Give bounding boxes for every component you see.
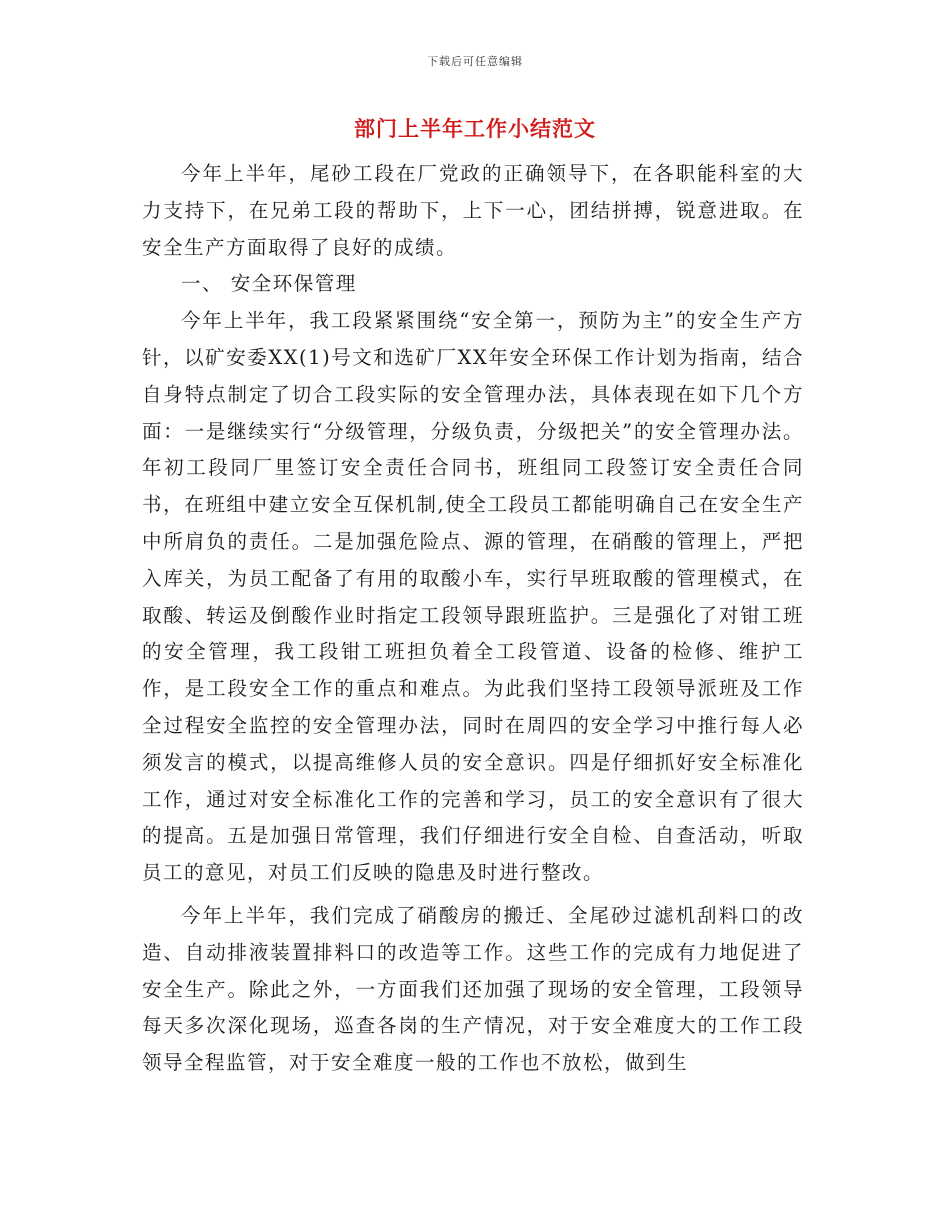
paragraph-achievements: 今年上半年，我们完成了硝酸房的搬迁、全尾砂过滤机刮料口的改造、自动排液装置排料口的改造等工作。这些工作的完成有力地促进了安全生产。除此之外，一方面我们还加强了现场的安全管理，工段领导每天多次深化现场，巡查各岗的生产情况，对于安全难度大的工作工段领导全程监管，对于安全难度一般的工作也不放松，做到生 bbox=[142, 903, 804, 1075]
document-body bbox=[142, 156, 804, 1082]
section-heading-safety: 一、 安全环保管理 bbox=[181, 272, 357, 296]
document-title: 部门上半年工作小结范文 bbox=[354, 116, 596, 141]
paragraph-intro: 今年上半年，尾砂工段在厂党政的正确领导下，在各职能科室的大力支持下，在兄弟工段的帮助下，上下一心，团结拼搏，锐意进取。在安全生产方面取得了良好的成绩。 bbox=[142, 162, 804, 259]
header-note: 下载后可任意编辑 bbox=[427, 55, 523, 68]
paragraph-safety-management: 今年上半年，我工段紧紧围绕“安全第一，预防为主”的安全生产方针，以矿安委XX(1)号文和选矿厂XX年安全环保工作计划为指南，结合自身特点制定了切合工段实际的安全管理办法，具体表现在如下几个方面：一是继续实行“分级管理，分级负责，分级把关”的安全管理办法。年初工段同厂里签订安全责任合同书，班组同工段签订安全责任合同书，在班组中建立安全互保机制,使全工段员工都能明确自己在安全生产中所肩负的责任。二是加强危险点、源的管理，在硝酸的管理上，严把入库关，为员工配备了有用的取酸小车，实行早班取酸的管理模式，在取酸、转运及倒酸作业时指定工段领导跟班监护。三是强化了对钳工班的安全管理，我工段钳工班担负着全工段管道、设备的检修、维护工作，是工段安全工作的重点和难点。为此我们坚持工段领导派班及工作全过程安全监控的安全管理办法，同时在周四的安全学习中推行每人必须发言的模式，以提高维修人员的安全意识。四是仔细抓好安全标准化工作，通过对安全标准化工作的完善和学习，员工的安全意识有了很大的提高。五是加强日常管理，我们仔细进行安全自检、自查活动，听取员工的意见，对员工们反映的隐患及时进行整改。 bbox=[142, 309, 804, 885]
